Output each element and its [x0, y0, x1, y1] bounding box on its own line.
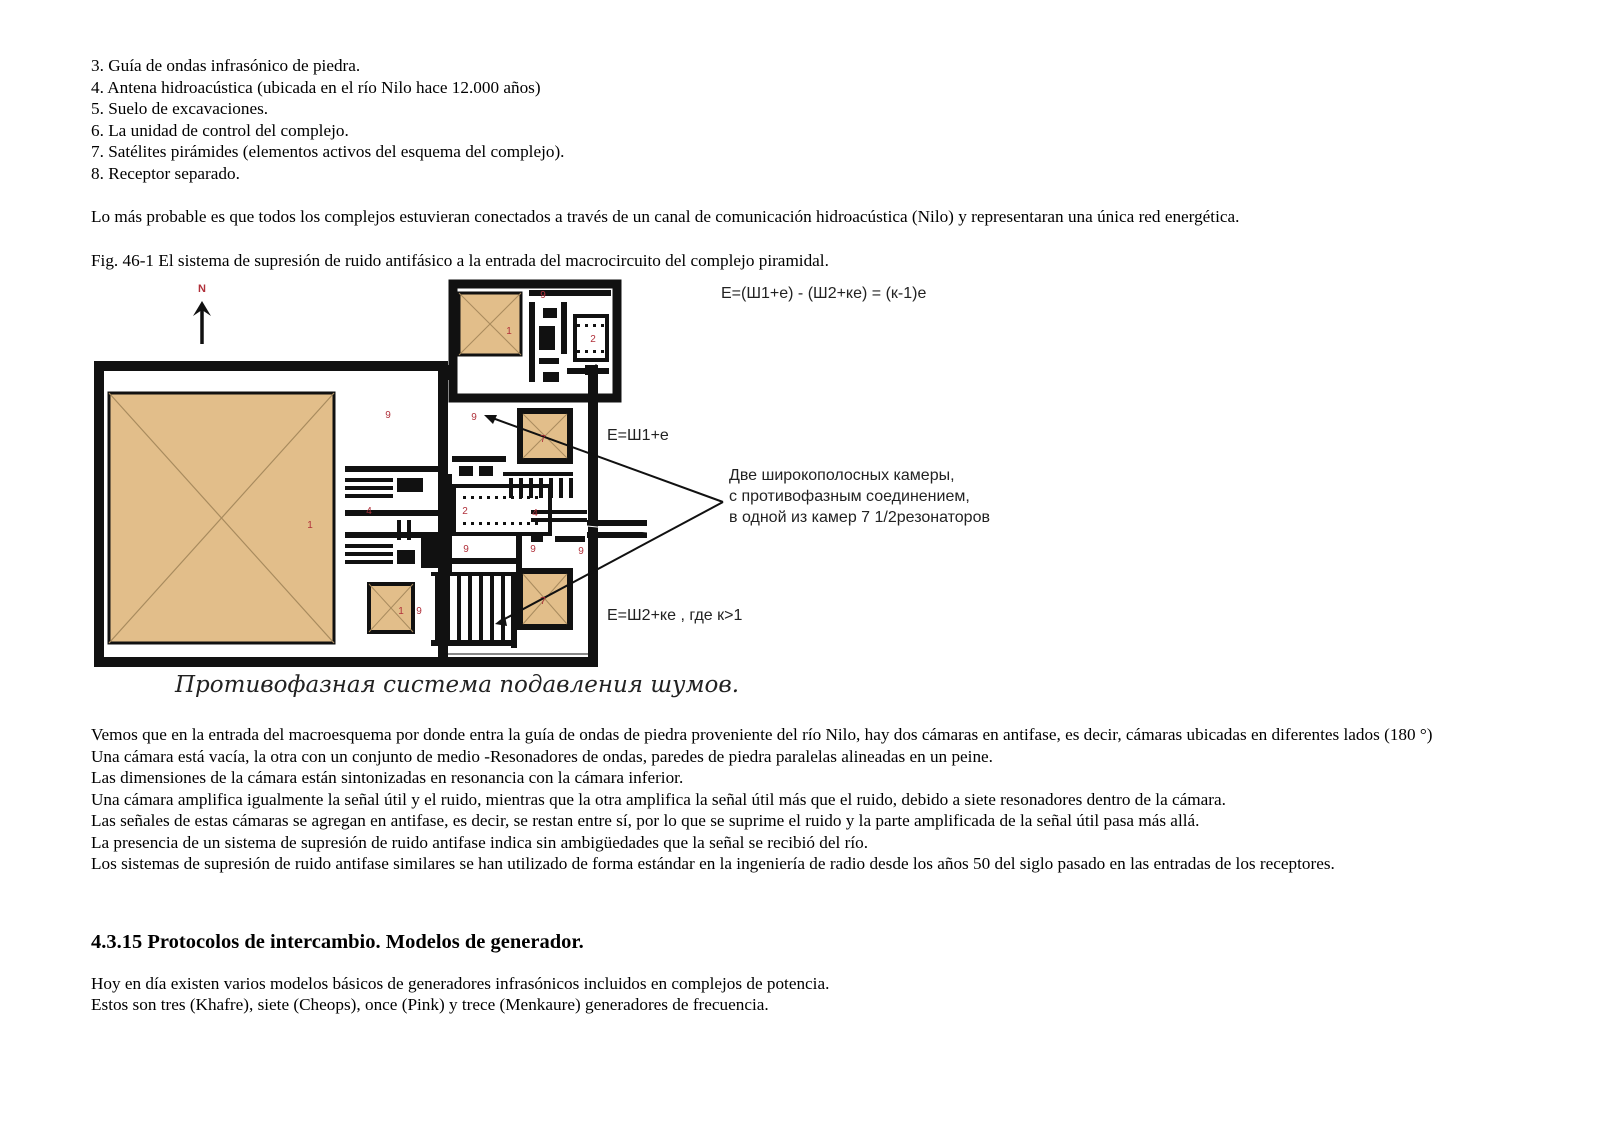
- body-text: [91, 724, 1551, 875]
- plan-mark: 7: [540, 596, 546, 607]
- list-item: 3. Guía de ondas infrasónico de piedra.: [91, 56, 361, 75]
- list-item: 7. Satélites pirámides (elementos activos del esquema del complejo).: [91, 142, 565, 161]
- formula-top: E=(Ш1+е) - (Ш2+ке) = (к-1)е: [721, 285, 927, 302]
- plan-mark: 9: [578, 546, 584, 557]
- plan-mark: 1: [506, 326, 512, 337]
- list-item: 6. La unidad de control del complejo.: [91, 120, 349, 140]
- paragraph: Una cámara está vacía, la otra con un conjunto de medio -Resonadores de ondas, paredes de piedra paralelas alineadas en un peine.: [91, 746, 993, 766]
- plan-mark: 1: [307, 520, 313, 531]
- section-text: [91, 973, 1551, 1016]
- paragraph: Las dimensiones de la cámara están sintonizadas en resonancia con la cámara inferior.: [91, 768, 684, 787]
- document-page: [91, 55, 1551, 1016]
- paragraph: Hoy en día existen varios modelos básicos de generadores infrasónicos incluidos en complejos de potencia.: [91, 973, 830, 993]
- list-item: 5. Suelo de excavaciones.: [91, 99, 269, 118]
- plan-mark: 1: [398, 606, 404, 617]
- paragraph: Lo más probable es que todos los complejos estuvieran conectados a través de un canal de comunicación hidroacústica (Nilo) y representaran una única red energética.: [91, 207, 1240, 226]
- plan-mark: 2: [590, 334, 596, 345]
- list-item: 4. Antena hidroacústica (ubicada en el río Nilo hace 12.000 años): [91, 77, 541, 97]
- paragraph: Las señales de estas cámaras se agregan en antifase, es decir, se restan entre sí, por lo que se suprime el ruido y la parte amplificada de la señal útil pasa más allá.: [91, 811, 1200, 830]
- paragraph: Los sistemas de supresión de ruido antifase similares se han utilizado de forma estándar en la ingeniería de radio desde los años 50 del siglo pasado en las entradas de los receptores.: [91, 854, 1335, 873]
- numbered-list: [91, 55, 1551, 184]
- annotation-line: Две широкополосных камеры,: [729, 467, 955, 484]
- figure-caption: Fig. 46-1 El sistema de supresión de ruido antifásico a la entrada del macrocircuito del complejo piramidal.: [91, 250, 829, 270]
- plan-mark: 4: [532, 508, 538, 519]
- annotation-line: с противофазным соединением,: [729, 488, 970, 505]
- list-item: 8. Receptor separado.: [91, 163, 240, 183]
- plan-mark: 9: [385, 410, 391, 421]
- plan-mark: 9: [463, 544, 469, 555]
- plan-mark: 9: [530, 544, 536, 555]
- plan-mark: 7: [540, 434, 546, 445]
- plan-mark: 2: [462, 506, 468, 517]
- diagram-title: Противофазная система подавления шумов.: [175, 672, 740, 698]
- formula-lower: E=Ш2+ке , где к>1: [607, 607, 743, 624]
- plan-mark: 4: [366, 506, 372, 517]
- paragraph: La presencia de un sistema de supresión de ruido antifase indica sin ambigüedades que la señal se recibió del río.: [91, 832, 868, 852]
- formula-upper: E=Ш1+е: [607, 427, 669, 444]
- paragraph: Una cámara amplifica igualmente la señal útil y el ruido, mientras que la otra amplifica la señal útil más que el ruido, debido a siete resonadores dentro de la cámara.: [91, 789, 1226, 809]
- section-heading: 4.3.15 Protocolos de intercambio. Modelos de generador.: [91, 930, 584, 953]
- floor-plan-diagram: [91, 274, 1051, 718]
- paragraph: Estos son tres (Khafre), siete (Cheops), once (Pink) y trece (Menkaure) generadores de frecuencia.: [91, 995, 769, 1014]
- temple-block: [345, 466, 441, 568]
- north-arrow-icon: [193, 301, 211, 344]
- plan-mark: 9: [416, 606, 422, 617]
- floor-plan-figure: [91, 274, 1051, 718]
- plan-mark: 9: [471, 412, 477, 423]
- paragraph: Vemos que en la entrada del macroesquema por donde entra la guía de ondas de piedra proveniente del río Nilo, hay dos cámaras en antifase, es decir, cámaras ubicadas en diferentes lados (180 °): [91, 725, 1433, 744]
- plan-mark: 9: [540, 290, 546, 301]
- north-label: N: [198, 283, 206, 295]
- annotation-line: в одной из камер 7 1/2резонаторов: [729, 509, 990, 526]
